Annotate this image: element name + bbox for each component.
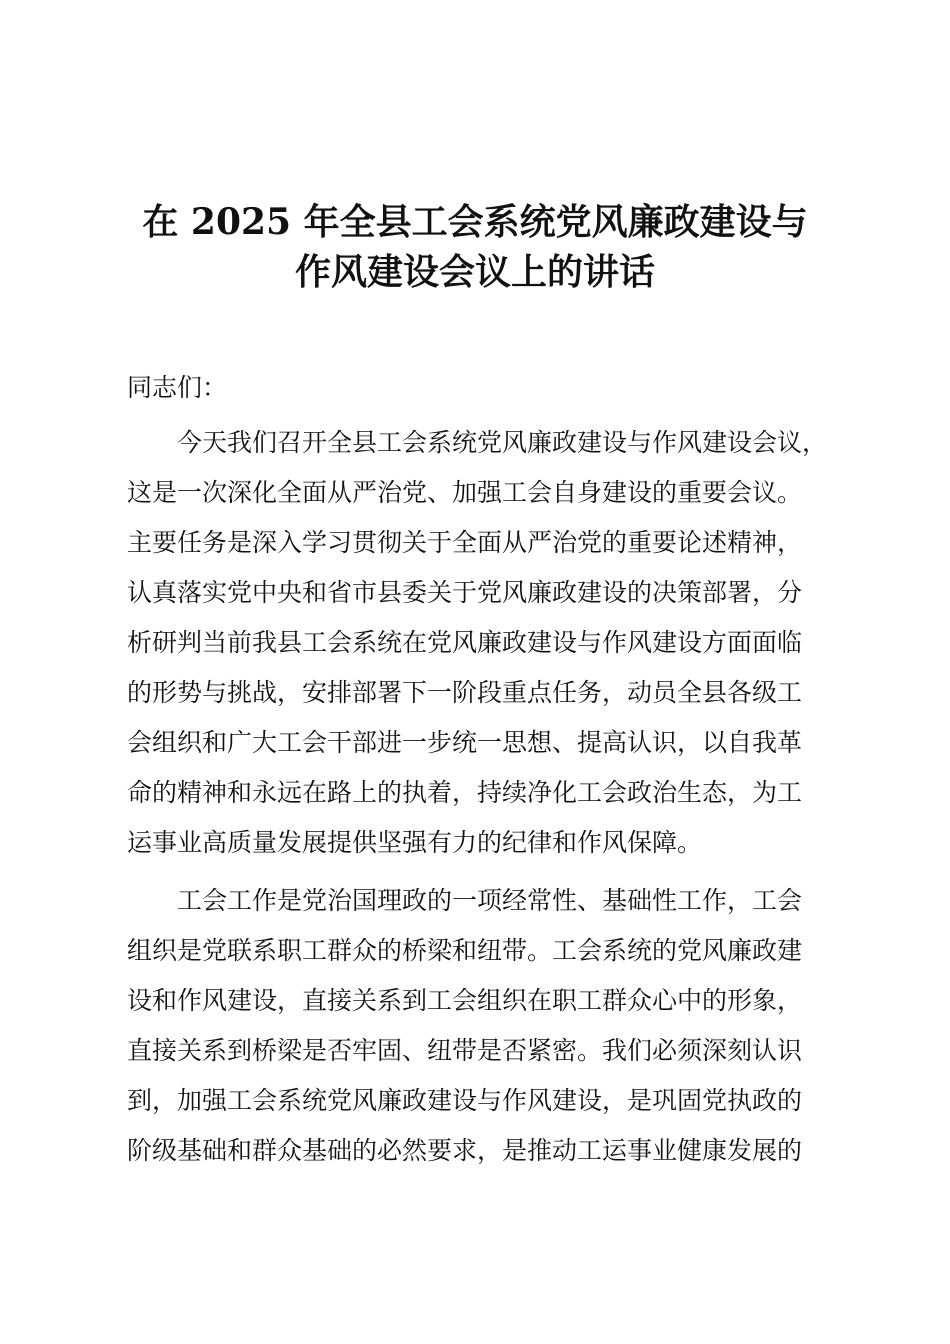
paragraph-line: 命的精神和永远在路上的执着，持续净化工会政治生态，为工 — [127, 778, 803, 807]
paragraph-line: 设和作风建设，直接关系到工会组织在职工群众心中的形象， — [127, 986, 803, 1015]
paragraph-line: 今天我们召开全县工会系统党风廉政建设与作风建设会议， — [177, 428, 828, 457]
paragraph-line: 析研判当前我县工会系统在党风廉政建设与作风建设方面面临 — [127, 628, 803, 657]
paragraph-line: 阶级基础和群众基础的必然要求，是推动工运事业健康发展的 — [127, 1136, 803, 1165]
paragraph-line: 这是一次深化全面从严治党、加强工会自身建设的重要会议。 — [127, 478, 803, 507]
paragraph-line: 主要任务是深入学习贯彻关于全面从严治党的重要论述精神， — [127, 528, 803, 557]
salutation: 同志们： — [127, 373, 228, 402]
paragraph-line: 组织是党联系职工群众的桥梁和纽带。工会系统的党风廉政建 — [127, 936, 803, 965]
title-line-1: 在 2025 年全县工会系统党风廉政建设与 — [142, 201, 808, 243]
title-line-2: 作风建设会议上的讲话 — [294, 251, 655, 293]
paragraph-line: 到，加强工会系统党风廉政建设与作风建设，是巩固党执政的 — [127, 1086, 803, 1115]
paragraph-line: 直接关系到桥梁是否牢固、纽带是否紧密。我们必须深刻认识 — [127, 1036, 803, 1065]
paragraph-line: 会组织和广大工会干部进一步统一思想、提高认识，以自我革 — [127, 728, 803, 757]
paragraph-1 — [127, 418, 827, 868]
paragraph-line: 认真落实党中央和省市县委关于党风廉政建设的决策部署，分 — [127, 578, 803, 607]
paragraph-line: 工会工作是党治国理政的一项经常性、基础性工作，工会 — [177, 886, 803, 915]
paragraph-line: 的形势与挑战，安排部署下一阶段重点任务，动员全县各级工 — [127, 678, 803, 707]
paragraph-line: 运事业高质量发展提供坚强有力的纪律和作风保障。 — [127, 828, 703, 857]
paragraph-2 — [127, 876, 827, 1176]
